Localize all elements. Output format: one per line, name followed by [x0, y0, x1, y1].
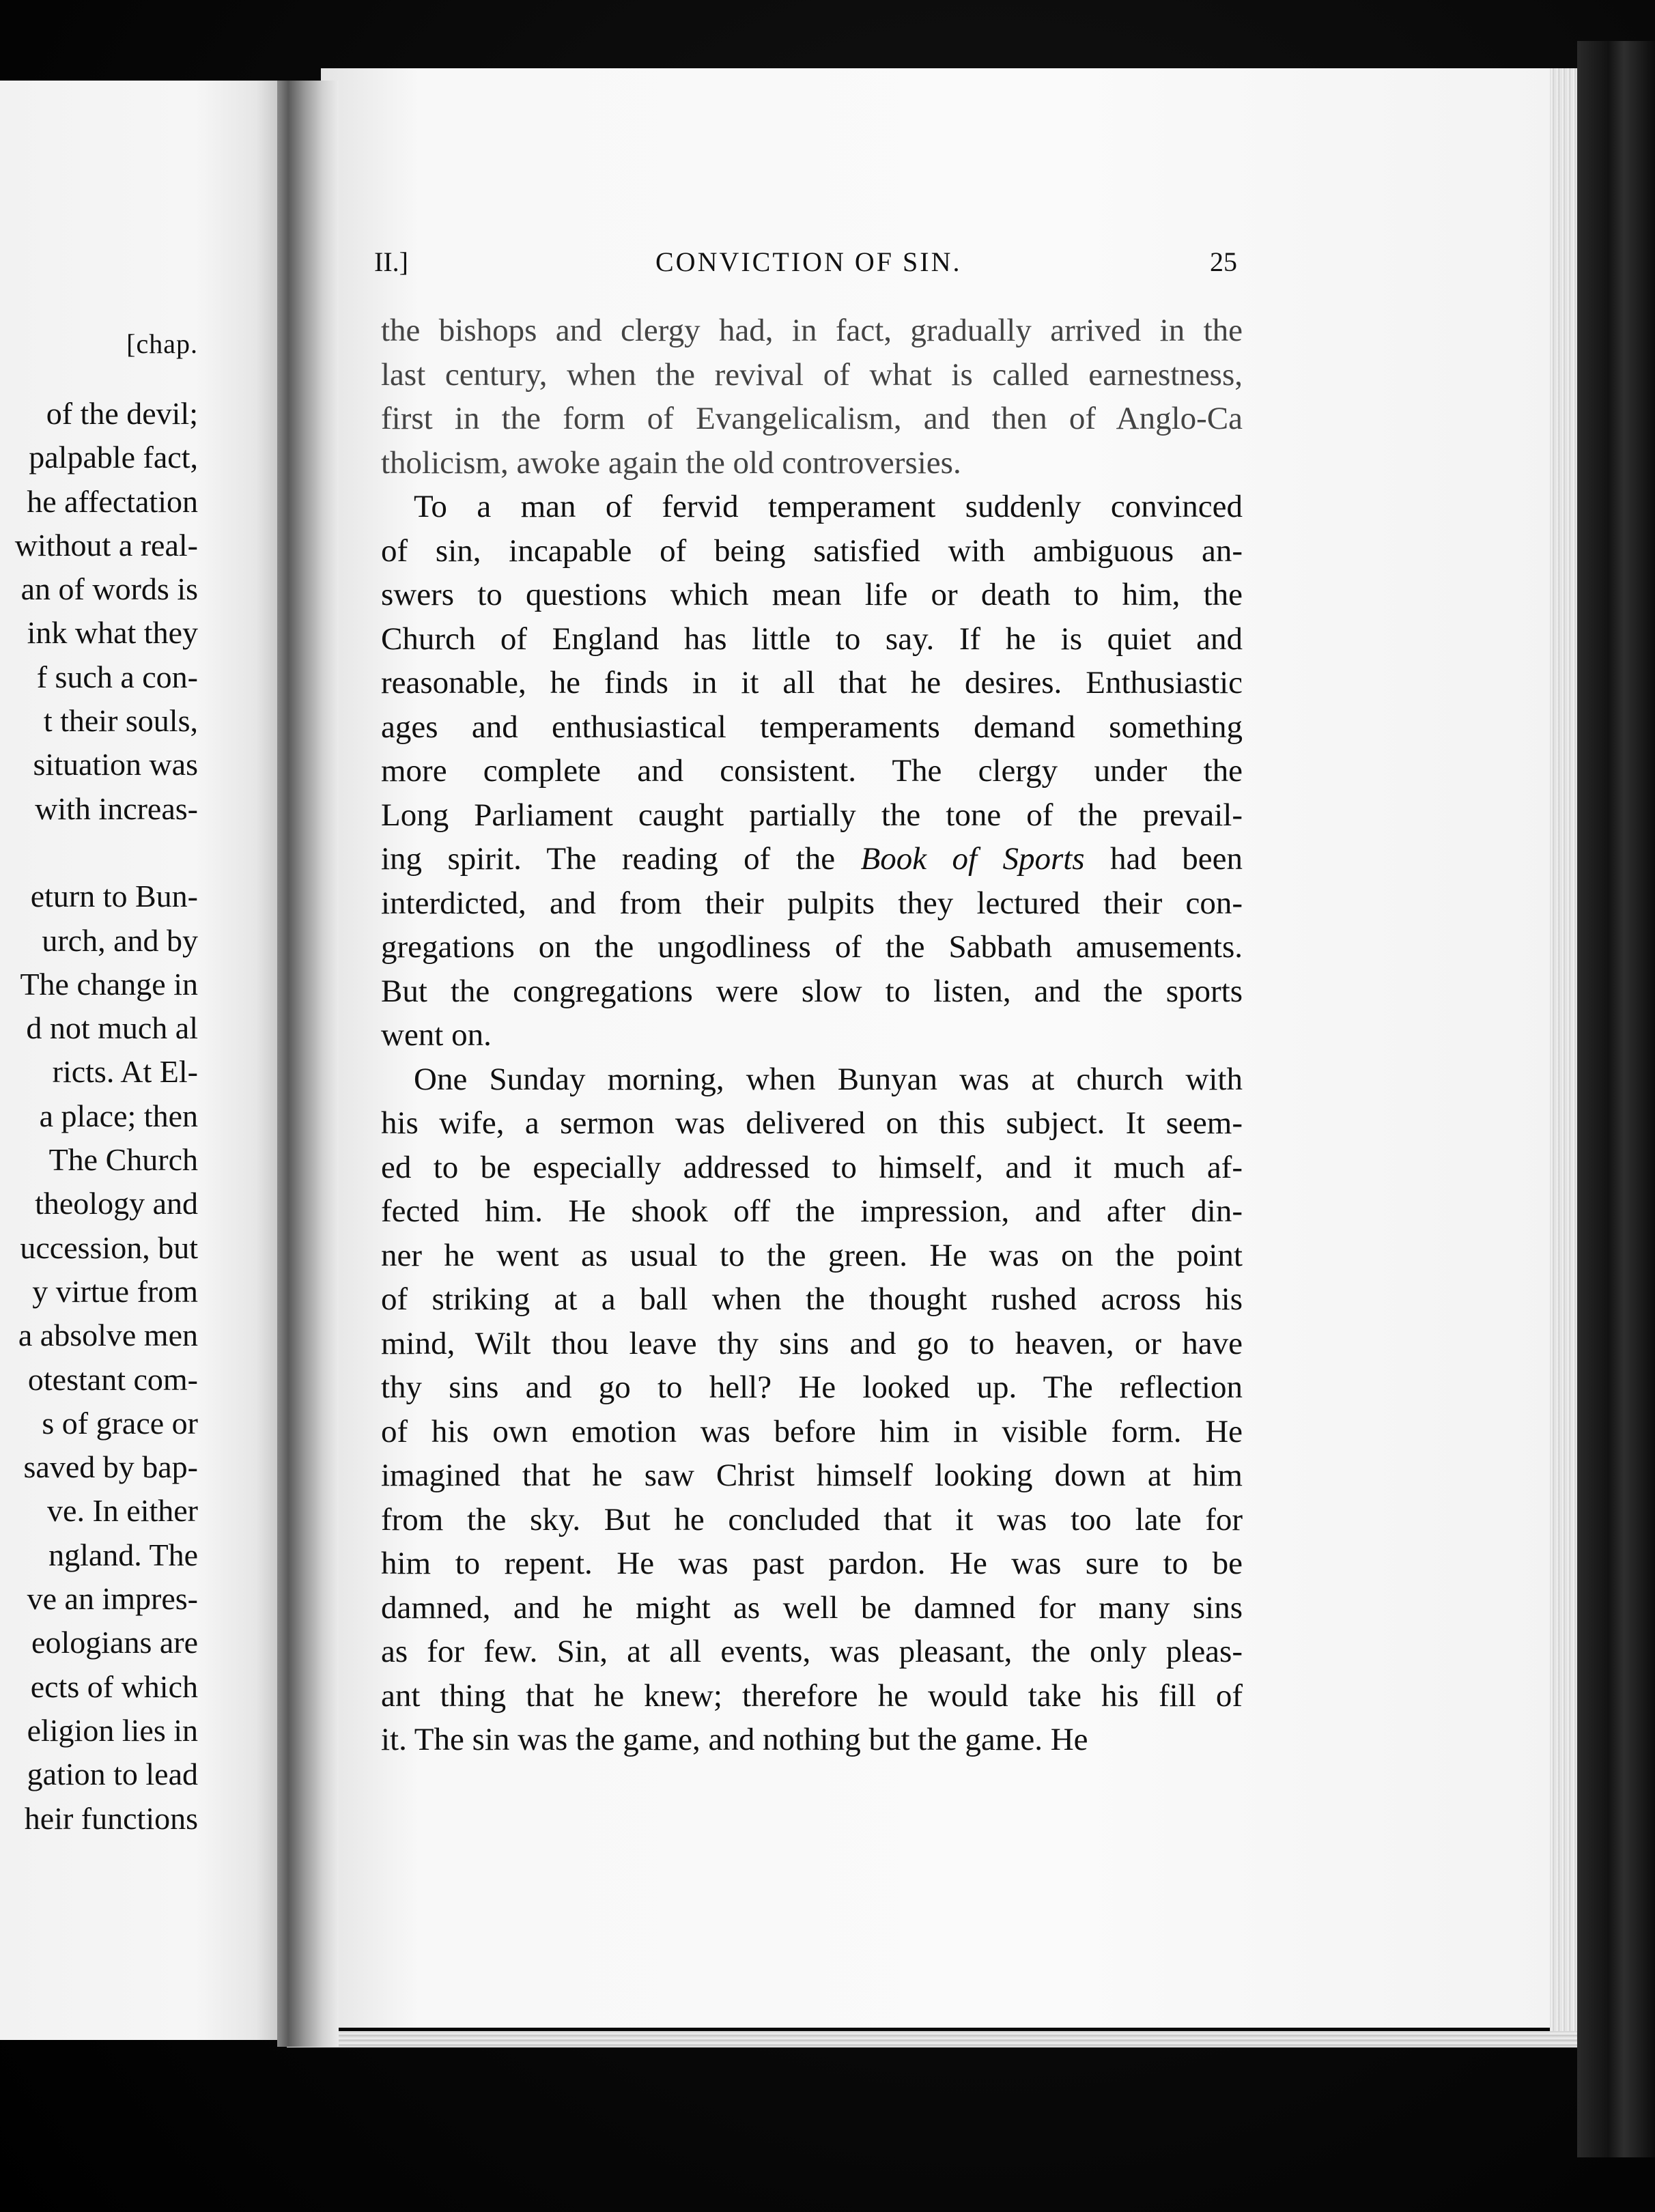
- left-running-head: [chap.: [126, 328, 198, 359]
- text-line: ages and enthusiastical temperaments demand something: [381, 709, 1243, 745]
- text-line: swers to questions which mean life or death to him, the: [381, 577, 1243, 612]
- text-line: fected him. He shook off the impression, and after din-: [381, 1193, 1243, 1229]
- left-text-line: The Church: [48, 1142, 198, 1178]
- text-line: first in the form of Evangelicalism, and then of Anglo-Ca: [381, 401, 1243, 436]
- book-cover-edge: [1577, 41, 1655, 2157]
- text-line: of sin, incapable of being satisfied with ambiguous an-: [381, 533, 1243, 569]
- left-text-line: ricts. At El-: [52, 1054, 198, 1090]
- text-line: Church of England has little to say. If he is quiet and: [381, 621, 1243, 657]
- text-segment: ing spirit. The reading of the: [381, 841, 861, 877]
- left-text-line: theology and: [35, 1186, 198, 1221]
- text-line: more complete and consistent. The clergy under the: [381, 753, 1243, 789]
- text-line: But the congregations were slow to listen, and the sports: [381, 973, 1243, 1009]
- left-text-line: otestant com-: [27, 1361, 198, 1397]
- left-text-line: t their souls,: [43, 703, 198, 739]
- text-line: of striking at a ball when the thought rushed across his: [381, 1281, 1243, 1317]
- left-text-line: s of grace or: [42, 1405, 198, 1441]
- book-gutter: [277, 81, 339, 2047]
- left-text-line: eturn to Bun-: [30, 879, 198, 914]
- left-text-line: a absolve men: [18, 1318, 198, 1353]
- left-text-line: eligion lies in: [27, 1712, 198, 1748]
- page-number: 25: [1210, 246, 1237, 277]
- left-text-line: palpable fact,: [29, 440, 198, 475]
- text-line: as for few. Sin, at all events, was pleasant, the only pleas-: [381, 1634, 1243, 1669]
- text-line: ant thing that he knew; therefore he would take his fill of: [381, 1677, 1243, 1714]
- body-text: [381, 309, 1243, 1762]
- left-text-line: a place; then: [39, 1098, 198, 1133]
- text-line: damned, and he might as well be damned for many sins: [381, 1589, 1243, 1626]
- text-line: thy sins and go to hell? He looked up. The reflection: [381, 1370, 1243, 1405]
- left-text-line: an of words is: [20, 571, 198, 607]
- left-page: [0, 81, 279, 2040]
- left-text-line: eologians are: [31, 1625, 198, 1660]
- left-text-line: without a real-: [14, 527, 198, 563]
- left-text-line: heir functions: [24, 1800, 198, 1836]
- left-text-line: gation to lead: [27, 1757, 198, 1792]
- text-line: him to repent. He was past pardon. He was sure to be: [381, 1546, 1243, 1581]
- left-text-line: [0, 831, 198, 875]
- text-line: the bishops and clergy had, in fact, gradually arrived in the: [381, 313, 1243, 348]
- left-page-text: [0, 392, 198, 1841]
- left-text-line: with increas-: [35, 791, 198, 826]
- text-line: gregations on the ungodliness of the Sabbath amusements.: [381, 929, 1243, 965]
- left-text-line: of the devil;: [46, 396, 198, 431]
- left-text-line: situation was: [33, 747, 198, 782]
- left-text-line: urch, and by: [42, 922, 198, 958]
- text-line: mind, Wilt thou leave thy sins and go to heaven, or have: [381, 1325, 1243, 1361]
- page-title: CONVICTION OF SIN.: [655, 246, 962, 277]
- left-text-line: uccession, but: [20, 1230, 198, 1265]
- left-text-line: d not much al: [26, 1010, 198, 1046]
- chapter-marker: II.]: [374, 246, 408, 277]
- text-line: Long Parliament caught partially the tone of the prevail-: [381, 797, 1243, 833]
- running-head: [374, 246, 1237, 281]
- text-segment: had been: [1084, 841, 1243, 877]
- text-line: [381, 837, 1243, 881]
- text-line: it. The sin was the game, and nothing but the game. He: [381, 1722, 1088, 1757]
- text-line: ed to be especially addressed to himself, and it much af-: [381, 1149, 1243, 1185]
- left-text-line: The change in: [20, 966, 198, 1002]
- text-line: To a man of fervid temperament suddenly convinced: [414, 489, 1243, 524]
- left-text-line: saved by bap-: [23, 1449, 198, 1485]
- text-line: ner he went as usual to the green. He was on the point: [381, 1237, 1243, 1273]
- text-line: of his own emotion was before him in visible form. He: [381, 1413, 1243, 1449]
- text-line: interdicted, and from their pulpits they lectured their con-: [381, 885, 1243, 921]
- left-text-line: ngland. The: [48, 1537, 198, 1572]
- text-line: from the sky. But he concluded that it was too late for: [381, 1501, 1243, 1537]
- left-text-line: he affectation: [27, 483, 198, 519]
- text-line: last century, when the revival of what is called earnestness,: [381, 356, 1243, 393]
- text-line: went on.: [381, 1017, 492, 1053]
- text-line: One Sunday morning, when Bunyan was at church with: [414, 1061, 1243, 1097]
- bottom-page-edges: [287, 2031, 1577, 2047]
- text-line: imagined that he saw Christ himself looking down at him: [381, 1458, 1243, 1493]
- text-line: his wife, a sermon was delivered on this subject. It seem-: [381, 1105, 1243, 1141]
- left-text-line: f such a con-: [36, 659, 198, 694]
- left-text-line: y virtue from: [32, 1273, 198, 1309]
- left-text-line: ve an impres-: [27, 1581, 198, 1617]
- text-line: reasonable, he finds in it all that he desires. Enthusiastic: [381, 665, 1243, 700]
- left-text-line: ink what they: [27, 615, 198, 651]
- left-text-line: ects of which: [30, 1669, 198, 1704]
- book-title-italic: Book of Sports: [860, 841, 1085, 877]
- left-text-line: ve. In either: [47, 1493, 198, 1529]
- text-line: tholicism, awoke again the old controversies.: [381, 444, 961, 481]
- page-edges: [1550, 68, 1577, 2034]
